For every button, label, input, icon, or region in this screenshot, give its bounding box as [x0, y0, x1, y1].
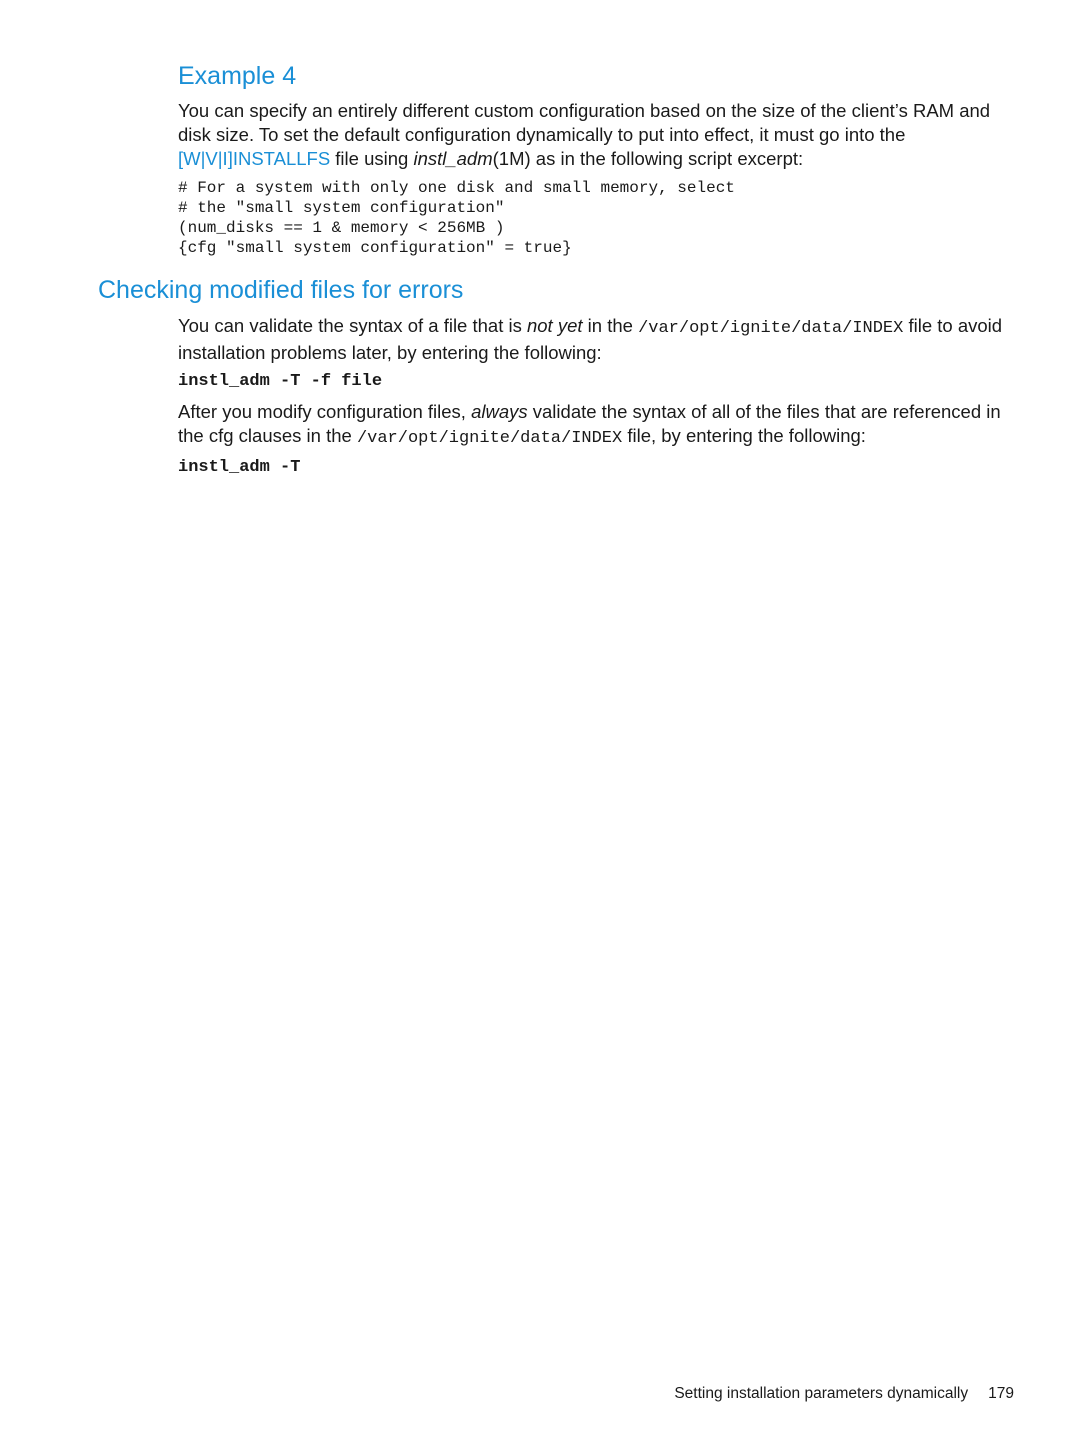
- footer-title: Setting installation parameters dynamically: [674, 1385, 969, 1402]
- script-excerpt: [178, 178, 735, 258]
- page-footer: [674, 1384, 1014, 1404]
- code-line: (num_disks == 1 & memory < 256MB ): [178, 219, 505, 237]
- modify-paragraph: After you modify configuration files, always validate the syntax of all of the files that are referenced in the cfg clauses in the /var/opt/ignite/data/INDEX file, by entering the following:: [178, 401, 1001, 448]
- example-paragraph: You can specify an entirely different custom configuration based on the size of the client’s RAM and disk size. To set the default configuration dynamically to put into effect, it must go into the [W|V|I]INSTALLFS file using instl_adm(1M) as in the following script excerpt:: [178, 100, 991, 169]
- command-validate-file: instl_adm -T -f file: [178, 372, 383, 391]
- installfs-link[interactable]: [W|V|I]INSTALLFS: [178, 148, 331, 169]
- code-line: # For a system with only one disk and small memory, select: [178, 179, 735, 197]
- command-validate-all: instl_adm -T: [178, 458, 301, 477]
- index-path: /var/opt/ignite/data/INDEX: [356, 429, 623, 448]
- index-path: /var/opt/ignite/data/INDEX: [638, 319, 904, 338]
- instl-adm-reference: instl_adm: [413, 148, 493, 169]
- example-heading: Example 4: [178, 62, 297, 90]
- page-number: 179: [988, 1385, 1014, 1402]
- code-line: # the "small system configuration": [178, 199, 505, 217]
- code-line: {cfg "small system configuration" = true}: [178, 239, 572, 257]
- validate-paragraph: You can validate the syntax of a file that is not yet in the /var/opt/ignite/data/INDEX file to avoid installation problems later, by entering the following:: [178, 315, 1003, 363]
- section-heading: Checking modified files for errors: [98, 276, 464, 304]
